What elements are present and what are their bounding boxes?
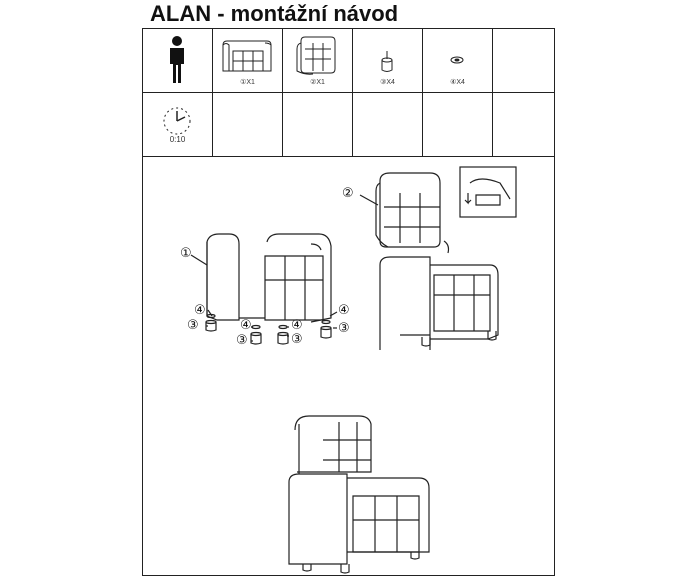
parts-cell-empty <box>283 93 353 157</box>
callout-2: ② <box>342 186 354 201</box>
person-icon <box>143 29 212 92</box>
detail-inset <box>460 167 516 217</box>
callout-3: ③ <box>187 318 199 333</box>
backrest-quantity: ②X1 <box>310 79 325 86</box>
parts-cell-clock <box>143 93 213 157</box>
leg-group <box>206 321 331 345</box>
callout-3: ③ <box>291 332 303 347</box>
backrest <box>380 173 440 247</box>
step-2-illustration <box>340 165 520 350</box>
seat-cushion <box>265 256 323 320</box>
parts-cell-empty <box>493 29 555 93</box>
parts-cell-person <box>143 29 213 93</box>
parts-cell-empty <box>423 93 493 157</box>
callout-4: ④ <box>338 303 350 318</box>
parts-cell-armchair <box>213 29 283 93</box>
leg-quantity: ③X4 <box>380 79 395 86</box>
assembly-time: 0:10 <box>169 135 186 144</box>
callout-4: ④ <box>240 318 252 333</box>
parts-cell-empty <box>353 93 423 157</box>
parts-cell-empty <box>493 93 555 157</box>
parts-cell-backrest <box>283 29 353 93</box>
parts-cell-leg <box>353 29 423 93</box>
step-1-illustration <box>175 230 360 355</box>
callout-3: ③ <box>236 333 248 348</box>
callout-4: ④ <box>291 318 303 333</box>
parts-row <box>143 29 555 93</box>
callout-4: ④ <box>194 303 206 318</box>
parts-cell-washer <box>423 29 493 93</box>
parts-cell-empty <box>213 93 283 157</box>
left-armrest <box>207 234 239 320</box>
armchair-quantity: ①X1 <box>240 79 255 86</box>
washer-quantity: ④X4 <box>450 79 465 86</box>
parts-table <box>142 28 555 157</box>
step-3-illustration <box>283 400 443 575</box>
callout-1: ① <box>180 246 192 261</box>
page-title: ALAN - montážní návod <box>150 1 399 26</box>
parts-row <box>143 93 555 157</box>
callout-3: ③ <box>338 321 350 336</box>
clock-icon <box>143 93 212 156</box>
